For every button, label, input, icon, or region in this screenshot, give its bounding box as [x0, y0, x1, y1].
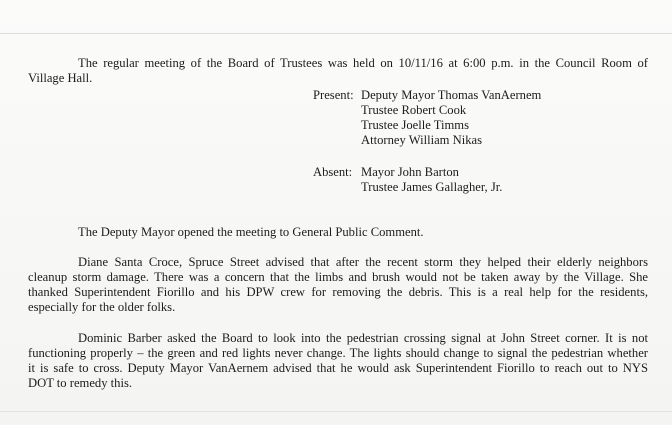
- opening-line-2: Village Hall.: [28, 71, 93, 85]
- barber-line-1: Dominic Barber asked the Board to look into the pedestrian crossing signal at John Street corner. It is not: [78, 331, 648, 345]
- present-member: Trustee Robert Cook: [361, 103, 467, 117]
- present-member: Deputy Mayor Thomas VanAernem: [361, 88, 542, 102]
- absent-label: Absent:: [313, 165, 353, 179]
- santa-croce-line-1: Diane Santa Croce, Spruce Street advised that after the recent storm they helped their elderly neighbors: [78, 255, 648, 269]
- present-member: Trustee Joelle Timms: [361, 118, 470, 132]
- page-bottom-rule: [0, 411, 672, 412]
- opening-line-1: The regular meeting of the Board of Trustees was held on 10/11/16 at 6:00 p.m. in the Council Room of: [78, 56, 648, 70]
- barber-line-4: DOT to remedy this.: [28, 376, 133, 390]
- santa-croce-line-2: cleanup storm damage. There was a concern that the limbs and brush would not be taken away by the Village. She: [28, 270, 648, 284]
- absent-member: Mayor John Barton: [361, 165, 459, 179]
- present-label: Present:: [313, 88, 354, 102]
- santa-croce-line-3: thanked Superintendent Fiorillo and his DPW crew for removing the debris. This is a real help for the residents,: [28, 285, 648, 299]
- barber-line-2: functioning properly – the green and red lights never change. The lights should change to signal the pedestrian whether: [28, 346, 648, 360]
- santa-croce-line-4: especially for the older folks.: [28, 300, 176, 314]
- barber-line-3: it is safe to cross. Deputy Mayor VanAernem advised that he would ask Superintendent Fiorillo to reach out to NYS: [28, 361, 648, 375]
- page-top-rule: [0, 33, 672, 34]
- public-comment-line: The Deputy Mayor opened the meeting to General Public Comment.: [78, 225, 424, 239]
- absent-member: Trustee James Gallagher, Jr.: [361, 180, 503, 194]
- present-member: Attorney William Nikas: [361, 133, 482, 147]
